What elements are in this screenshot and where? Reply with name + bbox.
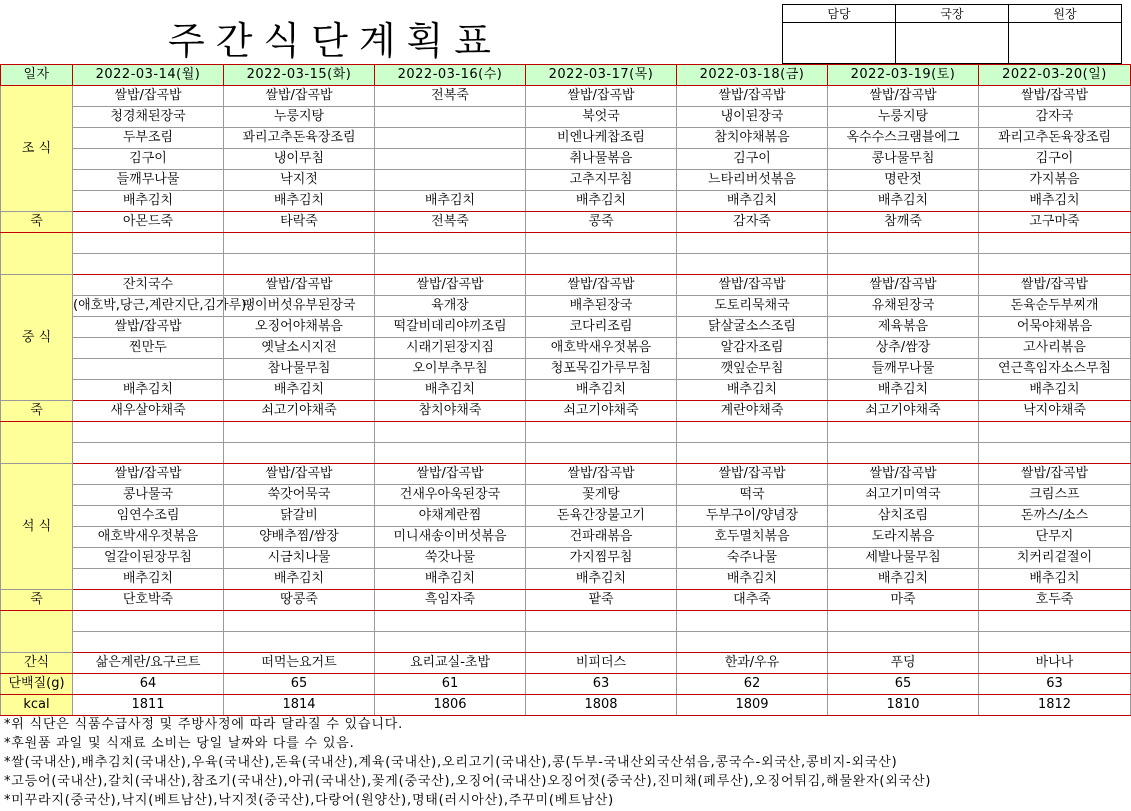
dinner-porridge: 호두죽	[979, 590, 1131, 611]
lunch-item: 깻잎순무침	[677, 359, 828, 380]
empty-cell	[677, 632, 828, 653]
lunch-item: 배추된장국	[526, 296, 677, 317]
breakfast-item: 쌀밥/잡곡밥	[73, 86, 224, 107]
note-line: *쌀(국내산),배추김치(국내산),우육(국내산),돈육(국내산),계육(국내산),오리고기(국내산),콩(두부-국내산외국산섞음,콩국수-외국산,콩비지-외국산)	[4, 755, 898, 770]
breakfast-label: 조 식	[1, 86, 73, 212]
breakfast-porridge: 콩죽	[526, 212, 677, 233]
lunch-item: 제육볶음	[828, 317, 979, 338]
lunch-porridge: 새우살야채죽	[73, 401, 224, 422]
lunch-item: 쌀밥/잡곡밥	[375, 275, 526, 296]
snack-value: 비피더스	[526, 653, 677, 674]
breakfast-item	[375, 128, 526, 149]
lunch-item: 배추김치	[375, 380, 526, 401]
lunch-item: 배추김치	[526, 380, 677, 401]
dinner-item: 배추김치	[224, 569, 375, 590]
breakfast-porridge: 참깨죽	[828, 212, 979, 233]
lunch-item: 시래기된장지짐	[375, 338, 526, 359]
dinner-item: 배추김치	[979, 569, 1131, 590]
breakfast-item: 감자국	[979, 107, 1131, 128]
empty-cell	[979, 632, 1131, 653]
lunch-item	[73, 359, 224, 380]
lunch-item: 배추김치	[224, 380, 375, 401]
dinner-item: 쌀밥/잡곡밥	[828, 464, 979, 485]
breakfast-item: 명란젓	[828, 170, 979, 191]
empty-cell	[73, 422, 224, 443]
breakfast-item: 꽈리고추돈육장조림	[979, 128, 1131, 149]
lunch-item: 배추김치	[73, 380, 224, 401]
lunch-item: 닭살굴소스조림	[677, 317, 828, 338]
dinner-item: 쑥갓나물	[375, 548, 526, 569]
lunch-porridge-label: 죽	[1, 401, 73, 422]
approval-head-sign[interactable]	[1009, 23, 1122, 64]
empty-cell	[677, 422, 828, 443]
protein-value: 61	[375, 674, 526, 695]
breakfast-item: 냉이무침	[224, 149, 375, 170]
breakfast-item: 고추지무침	[526, 170, 677, 191]
dinner-porridge: 마죽	[828, 590, 979, 611]
lunch-item: 쌀밥/잡곡밥	[979, 275, 1131, 296]
lunch-item: 청포묵김가루무침	[526, 359, 677, 380]
empty-cell	[828, 443, 979, 464]
date-header: 2022-03-19(토)	[828, 65, 979, 86]
breakfast-item: 두부조림	[73, 128, 224, 149]
snack-value: 요리교실-초밥	[375, 653, 526, 674]
breakfast-item: 느타리버섯볶음	[677, 170, 828, 191]
breakfast-item: 누룽지탕	[828, 107, 979, 128]
lunch-item: 배추김치	[828, 380, 979, 401]
dinner-item: 배추김치	[526, 569, 677, 590]
dinner-item: 쑥갓어묵국	[224, 485, 375, 506]
approval-head-label: 원장	[1009, 5, 1122, 23]
lunch-item: 팽이버섯유부된장국	[224, 296, 375, 317]
dinner-item: 닭갈비	[224, 506, 375, 527]
kcal-value: 1814	[224, 695, 375, 716]
breakfast-item: 배추김치	[375, 191, 526, 212]
date-header: 2022-03-15(화)	[224, 65, 375, 86]
lunch-item: 쌀밥/잡곡밥	[526, 275, 677, 296]
lunch-item: 코다리조림	[526, 317, 677, 338]
lunch-item: 상추/쌈장	[828, 338, 979, 359]
empty-cell	[828, 611, 979, 632]
lunch-item: 연근흑임자소스무침	[979, 359, 1131, 380]
lunch-porridge: 참치야채죽	[375, 401, 526, 422]
dinner-item: 떡국	[677, 485, 828, 506]
date-header: 2022-03-14(월)	[73, 65, 224, 86]
empty-cell	[224, 422, 375, 443]
dinner-item: 세발나물무침	[828, 548, 979, 569]
breakfast-item: 냉이된장국	[677, 107, 828, 128]
empty-cell	[526, 422, 677, 443]
lunch-item: 어묵야채볶음	[979, 317, 1131, 338]
dinner-item: 배추김치	[73, 569, 224, 590]
date-header: 2022-03-20(일)	[979, 65, 1131, 86]
approval-staff-label: 담당	[783, 5, 896, 23]
breakfast-item	[375, 170, 526, 191]
dinner-item: 쌀밥/잡곡밥	[526, 464, 677, 485]
empty-cell	[526, 632, 677, 653]
empty-cell	[828, 422, 979, 443]
lunch-item: 유채된장국	[828, 296, 979, 317]
breakfast-item	[375, 107, 526, 128]
lunch-item: 도토리묵채국	[677, 296, 828, 317]
breakfast-item: 옥수수스크램블에그	[828, 128, 979, 149]
empty-cell	[375, 233, 526, 254]
lunch-item: 오징어야채볶음	[224, 317, 375, 338]
note-line: *고등어(국내산),갈치(국내산),참조기(국내산),아귀(국내산),꽃게(중국산),오징어(국내산)오징어젓(중국산),진미채(페루산),오징어튀김,해물완자(외국산)	[4, 774, 932, 789]
breakfast-item: 쌀밥/잡곡밥	[828, 86, 979, 107]
empty-cell	[73, 254, 224, 275]
lunch-item: 들깨무나물	[828, 359, 979, 380]
dinner-item: 가지찜무침	[526, 548, 677, 569]
notes	[4, 715, 1126, 810]
lunch-item: 쌀밥/잡곡밥	[677, 275, 828, 296]
empty-cell	[526, 233, 677, 254]
note-line: *미꾸라지(중국산),낙지(베트남산),낙지젓(중국산),다랑어(원양산),명태(러시아산),주꾸미(베트남산)	[4, 793, 615, 808]
lunch-porridge: 쇠고기야채죽	[828, 401, 979, 422]
lunch-item: 찐만두	[73, 338, 224, 359]
breakfast-item: 배추김치	[526, 191, 677, 212]
lunch-item: 돈육순두부찌개	[979, 296, 1131, 317]
dinner-item: 콩나물국	[73, 485, 224, 506]
breakfast-item: 배추김치	[677, 191, 828, 212]
empty-cell	[375, 632, 526, 653]
dinner-item: 배추김치	[828, 569, 979, 590]
dinner-item: 돈육간장불고기	[526, 506, 677, 527]
empty-cell	[375, 443, 526, 464]
breakfast-item: 꽈리고추돈육장조림	[224, 128, 375, 149]
breakfast-item: 쌀밥/잡곡밥	[677, 86, 828, 107]
snack-value: 삶은계란/요구르트	[73, 653, 224, 674]
dinner-item: 쌀밥/잡곡밥	[375, 464, 526, 485]
empty-cell	[979, 254, 1131, 275]
breakfast-item: 가지볶음	[979, 170, 1131, 191]
kcal-value: 1812	[979, 695, 1131, 716]
dinner-item: 삼치조림	[828, 506, 979, 527]
dinner-item: 건새우아욱된장국	[375, 485, 526, 506]
snack-value: 바나나	[979, 653, 1131, 674]
breakfast-item: 쌀밥/잡곡밥	[979, 86, 1131, 107]
dinner-item: 도라지볶음	[828, 527, 979, 548]
empty-cell	[979, 443, 1131, 464]
spacer-label	[1, 233, 73, 275]
dinner-item: 치커리겉절이	[979, 548, 1131, 569]
dinner-item: 호두멸치볶음	[677, 527, 828, 548]
empty-cell	[828, 254, 979, 275]
empty-cell	[677, 611, 828, 632]
dinner-item: 임연수조림	[73, 506, 224, 527]
breakfast-item: 비엔나케찹조림	[526, 128, 677, 149]
breakfast-item: 쌀밥/잡곡밥	[526, 86, 677, 107]
breakfast-porridge: 고구마죽	[979, 212, 1131, 233]
dinner-item: 얼갈이된장무침	[73, 548, 224, 569]
breakfast-item: 전복죽	[375, 86, 526, 107]
dinner-porridge: 땅콩죽	[224, 590, 375, 611]
spacer-label	[1, 422, 73, 464]
dinner-item: 쌀밥/잡곡밥	[224, 464, 375, 485]
snack-label: 간식	[1, 653, 73, 674]
breakfast-item: 취나물볶음	[526, 149, 677, 170]
lunch-porridge: 계란야채죽	[677, 401, 828, 422]
empty-cell	[73, 443, 224, 464]
kcal-value: 1809	[677, 695, 828, 716]
breakfast-porridge: 전복죽	[375, 212, 526, 233]
approval-box	[782, 4, 1122, 64]
dinner-porridge: 단호박죽	[73, 590, 224, 611]
page-title: 주간식단계획표	[168, 19, 502, 63]
empty-cell	[375, 422, 526, 443]
dinner-porridge: 대추죽	[677, 590, 828, 611]
approval-staff-sign[interactable]	[783, 23, 896, 64]
date-header: 2022-03-16(수)	[375, 65, 526, 86]
breakfast-item: 김구이	[979, 149, 1131, 170]
lunch-item: 쌀밥/잡곡밥	[73, 317, 224, 338]
empty-cell	[224, 254, 375, 275]
dinner-item: 건파래볶음	[526, 527, 677, 548]
breakfast-item: 배추김치	[979, 191, 1131, 212]
lunch-item: 쌀밥/잡곡밥	[224, 275, 375, 296]
breakfast-item: 배추김치	[73, 191, 224, 212]
empty-cell	[73, 632, 224, 653]
lunch-item: 잔치국수	[73, 275, 224, 296]
breakfast-item: 들깨무나물	[73, 170, 224, 191]
empty-cell	[979, 611, 1131, 632]
dinner-item: 크림스프	[979, 485, 1131, 506]
empty-cell	[677, 443, 828, 464]
breakfast-item: 배추김치	[828, 191, 979, 212]
lunch-porridge: 쇠고기야채죽	[224, 401, 375, 422]
dinner-item: 꽃게탕	[526, 485, 677, 506]
dinner-item: 두부구이/양념장	[677, 506, 828, 527]
lunch-item: 쌀밥/잡곡밥	[828, 275, 979, 296]
lunch-item: 알감자조림	[677, 338, 828, 359]
lunch-porridge: 낙지야채죽	[979, 401, 1131, 422]
lunch-item: 육개장	[375, 296, 526, 317]
lunch-porridge: 쇠고기야채죽	[526, 401, 677, 422]
empty-cell	[526, 443, 677, 464]
empty-cell	[828, 233, 979, 254]
breakfast-item: 청경채된장국	[73, 107, 224, 128]
breakfast-item: 참치야채볶음	[677, 128, 828, 149]
lunch-item: 배추김치	[677, 380, 828, 401]
protein-value: 63	[526, 674, 677, 695]
dinner-porridge: 흑임자죽	[375, 590, 526, 611]
breakfast-item: 누룽지탕	[224, 107, 375, 128]
dinner-item: 돈까스/소스	[979, 506, 1131, 527]
breakfast-item: 북엇국	[526, 107, 677, 128]
lunch-item: 떡갈비데리야끼조림	[375, 317, 526, 338]
empty-cell	[224, 632, 375, 653]
breakfast-item: 콩나물무침	[828, 149, 979, 170]
kcal-value: 1806	[375, 695, 526, 716]
note-line: *위 식단은 식품수급사정 및 주방사정에 따라 달라질 수 있습니다.	[4, 717, 403, 732]
protein-value: 65	[828, 674, 979, 695]
dinner-item: 야채계란찜	[375, 506, 526, 527]
protein-value: 65	[224, 674, 375, 695]
lunch-label: 중 식	[1, 275, 73, 401]
dinner-porridge-label: 죽	[1, 590, 73, 611]
breakfast-porridge: 아몬드죽	[73, 212, 224, 233]
dinner-item: 쌀밥/잡곡밥	[73, 464, 224, 485]
breakfast-item: 배추김치	[224, 191, 375, 212]
dinner-porridge: 팥죽	[526, 590, 677, 611]
snack-value: 푸딩	[828, 653, 979, 674]
empty-cell	[979, 233, 1131, 254]
kcal-value: 1810	[828, 695, 979, 716]
menu-table	[0, 64, 1131, 716]
dinner-item: 미니새송이버섯볶음	[375, 527, 526, 548]
lunch-item: 옛날소시지전	[224, 338, 375, 359]
lunch-item: 애호박새우젓볶음	[526, 338, 677, 359]
breakfast-item: 낙지젓	[224, 170, 375, 191]
dinner-item: 숙주나물	[677, 548, 828, 569]
lunch-item: 배추김치	[979, 380, 1131, 401]
lunch-item: 오이부추무침	[375, 359, 526, 380]
protein-value: 62	[677, 674, 828, 695]
dinner-item: 단무지	[979, 527, 1131, 548]
empty-cell	[677, 254, 828, 275]
dinner-label: 석 식	[1, 464, 73, 590]
approval-director-label: 국장	[896, 5, 1009, 23]
dinner-item: 배추김치	[677, 569, 828, 590]
kcal-value: 1808	[526, 695, 677, 716]
protein-value: 64	[73, 674, 224, 695]
empty-cell	[375, 254, 526, 275]
empty-cell	[375, 611, 526, 632]
lunch-item: 고사리볶음	[979, 338, 1131, 359]
dinner-item: 쌀밥/잡곡밥	[677, 464, 828, 485]
empty-cell	[828, 632, 979, 653]
snack-value: 한과/우유	[677, 653, 828, 674]
empty-cell	[526, 611, 677, 632]
breakfast-item: 쌀밥/잡곡밥	[224, 86, 375, 107]
date-header: 2022-03-17(목)	[526, 65, 677, 86]
date-header: 2022-03-18(금)	[677, 65, 828, 86]
protein-label: 단백질(g)	[1, 674, 73, 695]
breakfast-item: 김구이	[73, 149, 224, 170]
empty-cell	[979, 422, 1131, 443]
empty-cell	[677, 233, 828, 254]
empty-cell	[73, 233, 224, 254]
empty-cell	[224, 443, 375, 464]
dinner-item: 양배추찜/쌈장	[224, 527, 375, 548]
lunch-item: (애호박,당근,계란지단,김가루)	[73, 296, 224, 317]
empty-cell	[526, 254, 677, 275]
dinner-item: 시금치나물	[224, 548, 375, 569]
empty-cell	[224, 233, 375, 254]
breakfast-porridge: 타락죽	[224, 212, 375, 233]
dinner-item: 배추김치	[375, 569, 526, 590]
dinner-item: 쇠고기미역국	[828, 485, 979, 506]
dinner-item: 애호박새우젓볶음	[73, 527, 224, 548]
breakfast-item	[375, 149, 526, 170]
dinner-item: 쌀밥/잡곡밥	[979, 464, 1131, 485]
snack-value: 떠먹는요거트	[224, 653, 375, 674]
breakfast-porridge: 감자죽	[677, 212, 828, 233]
note-line: *후원품 과일 및 식재료 소비는 당일 날짜와 다를 수 있음.	[4, 736, 355, 751]
breakfast-item: 김구이	[677, 149, 828, 170]
kcal-label: kcal	[1, 695, 73, 716]
protein-value: 63	[979, 674, 1131, 695]
breakfast-porridge-label: 죽	[1, 212, 73, 233]
approval-director-sign[interactable]	[896, 23, 1009, 64]
spacer-label	[1, 611, 73, 653]
empty-cell	[73, 611, 224, 632]
kcal-value: 1811	[73, 695, 224, 716]
lunch-item: 참나물무침	[224, 359, 375, 380]
day-label: 일자	[1, 65, 73, 86]
empty-cell	[224, 611, 375, 632]
